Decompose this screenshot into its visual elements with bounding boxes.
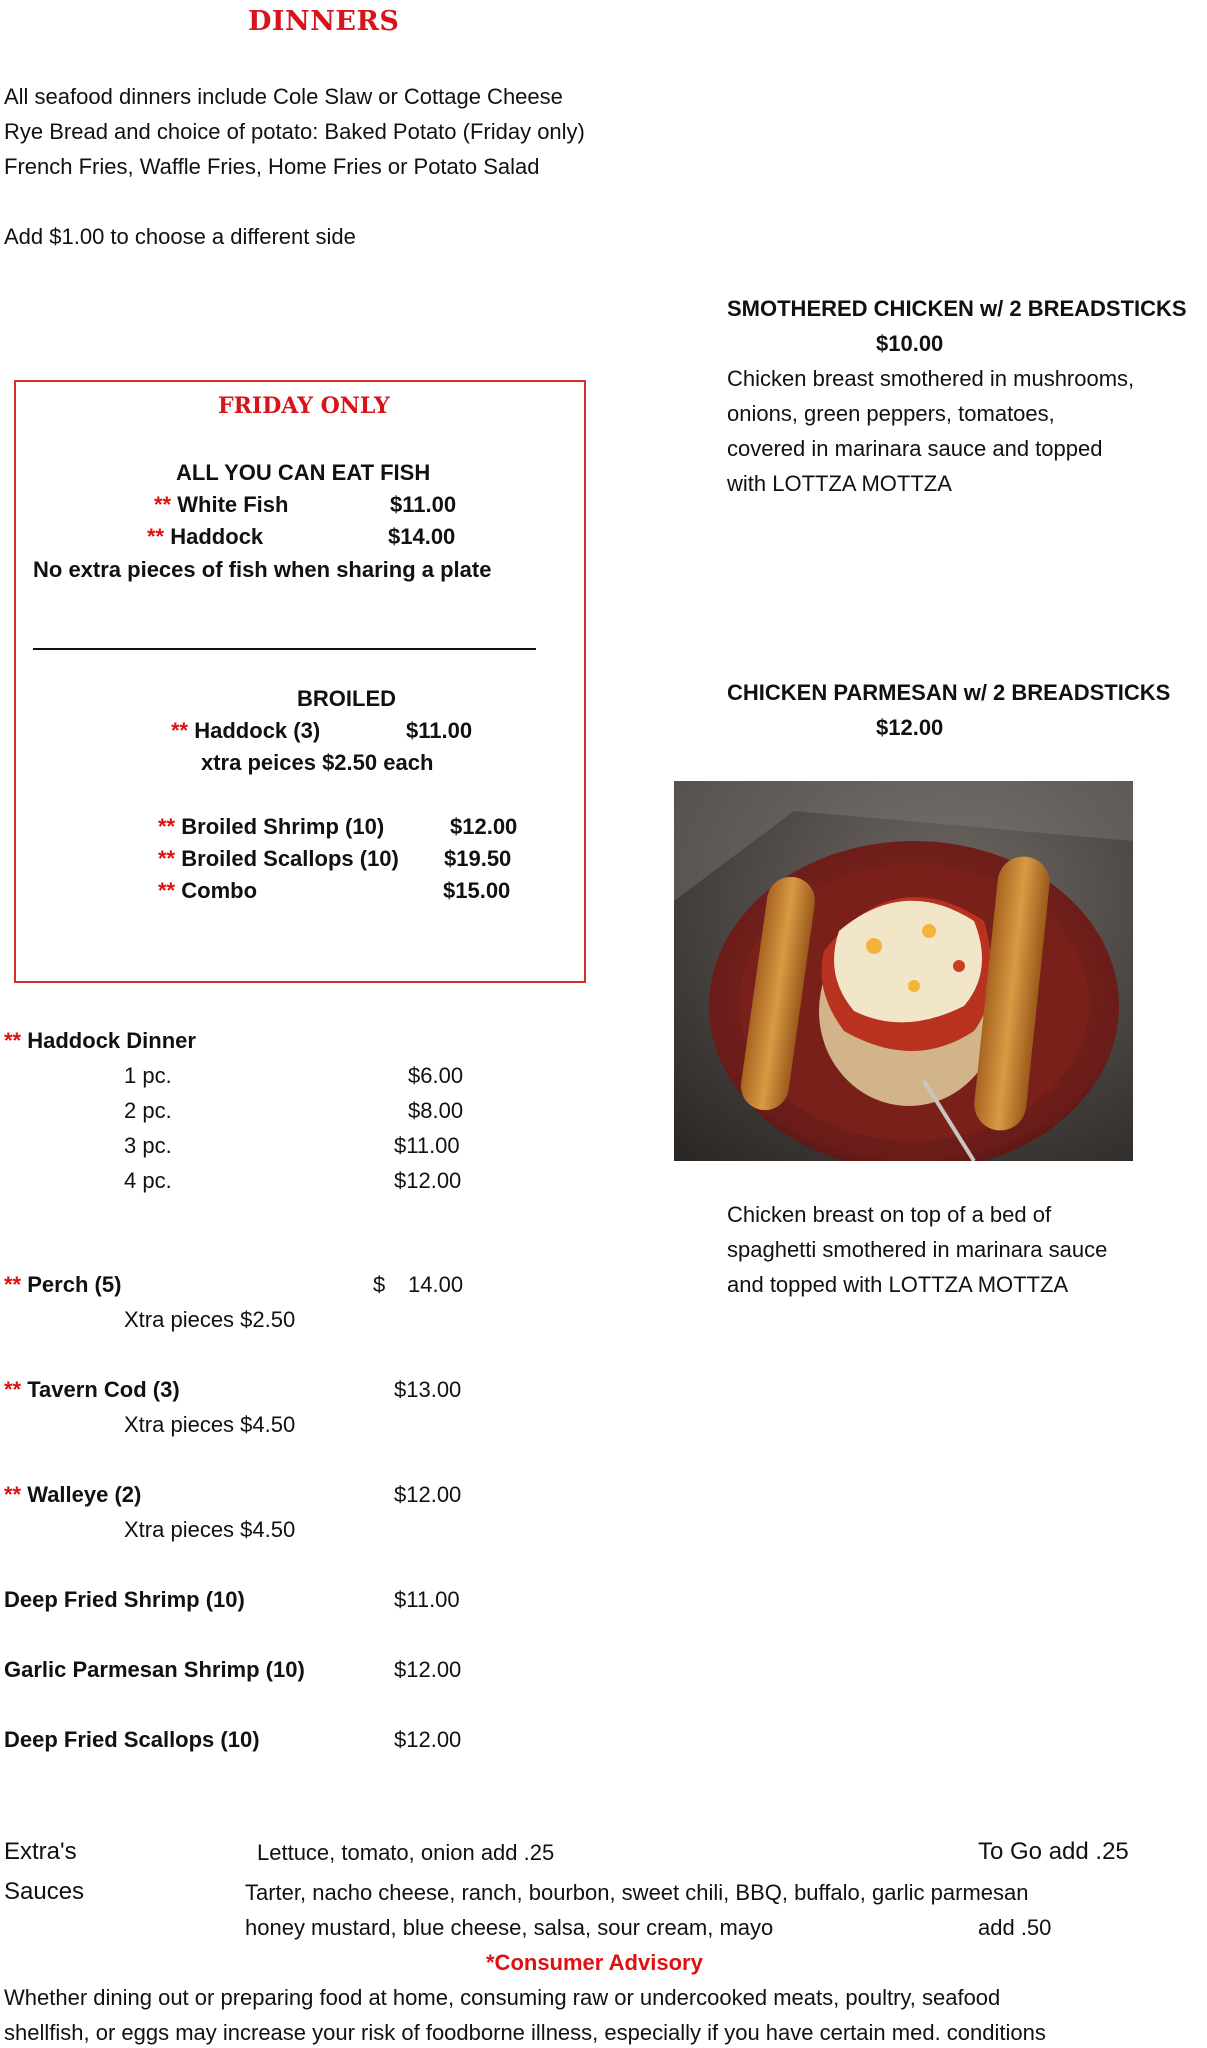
item-price: 14.00 [408, 1272, 464, 1297]
sauces-line-1: Tarter, nacho cheese, ranch, bourbon, sweet chili, BBQ, buffalo, garlic parmesan [245, 1880, 1029, 1905]
extras-label: Extra's [4, 1838, 77, 1865]
extra-pieces: Xtra pieces $4.50 [124, 1412, 296, 1437]
item-price: $15.00 [443, 878, 511, 903]
advisory-line-1: Whether dining out or preparing food at home, consuming raw or undercooked meats, poultry, seafood [4, 1985, 1001, 2010]
star-mark: ** [171, 718, 189, 743]
broiled-item [158, 814, 384, 840]
item-name: White Fish [177, 492, 289, 517]
ayce-item [154, 492, 288, 518]
smothered-desc: covered in marinara sauce and topped [727, 436, 1103, 461]
star-mark: ** [4, 1482, 22, 1507]
star-mark: ** [4, 1377, 22, 1402]
parmesan-desc: Chicken breast on top of a bed of [727, 1202, 1052, 1227]
item-price: $14.00 [388, 524, 456, 549]
star-mark: ** [4, 1028, 22, 1053]
smothered-desc: Chicken breast smothered in mushrooms, [727, 366, 1135, 391]
star-mark: ** [154, 492, 172, 517]
extras-value: Lettuce, tomato, onion add .25 [257, 1840, 555, 1865]
item-name: Broiled Scallops (10) [181, 846, 399, 871]
extra-pieces: Xtra pieces $4.50 [124, 1517, 296, 1542]
star-mark: ** [158, 814, 176, 839]
sauces-line-2: honey mustard, blue cheese, salsa, sour cream, mayo [245, 1915, 774, 1940]
intro-line-1: All seafood dinners include Cole Slaw or Cottage Cheese [4, 84, 563, 109]
broiled-item [158, 846, 399, 872]
star-mark: ** [4, 1272, 22, 1297]
broiled-haddock [171, 718, 320, 744]
smothered-price: $10.00 [876, 331, 944, 356]
chicken-parmesan-photo [674, 781, 1133, 1161]
chicken-parmesan-photo-art [674, 781, 1133, 1161]
item-price: $12.00 [394, 1727, 462, 1752]
item-name: Combo [181, 878, 258, 903]
haddock-dinner-title [4, 1028, 196, 1054]
perch-title [4, 1272, 121, 1298]
friday-only-heading: FRIDAY ONLY [218, 393, 390, 419]
star-mark: ** [158, 878, 176, 903]
option-qty: 2 pc. [124, 1098, 172, 1123]
togo-note: To Go add .25 [978, 1838, 1129, 1865]
item-name: Haddock Dinner [27, 1028, 196, 1053]
item-name: Tavern Cod (3) [27, 1377, 180, 1402]
item-price: $11.00 [394, 1587, 460, 1612]
parmesan-title: CHICKEN PARMESAN w/ 2 BREADSTICKS [727, 680, 1171, 705]
item-name: Perch (5) [27, 1272, 122, 1297]
smothered-title: SMOTHERED CHICKEN w/ 2 BREADSTICKS [727, 296, 1187, 321]
sharing-note: No extra pieces of fish when sharing a plate [33, 557, 492, 582]
item-price: $11.00 [390, 492, 457, 517]
sauces-price: add .50 [978, 1915, 1052, 1940]
sauces-label: Sauces [4, 1878, 85, 1905]
currency-symbol: $ [373, 1272, 386, 1297]
option-qty: 3 pc. [124, 1133, 172, 1158]
option-price: $8.00 [408, 1098, 464, 1123]
intro-line-4: Add $1.00 to choose a different side [4, 224, 356, 249]
option-price: $12.00 [394, 1168, 462, 1193]
smothered-desc: with LOTTZA MOTTZA [727, 471, 952, 496]
star-mark: ** [158, 846, 176, 871]
item-price: $19.50 [444, 846, 512, 871]
broiled-extra: xtra peices $2.50 each [201, 750, 434, 775]
divider [33, 648, 536, 650]
broiled-item [158, 878, 257, 904]
parmesan-desc: and topped with LOTTZA MOTTZA [727, 1272, 1069, 1297]
item-name: Walleye (2) [27, 1482, 142, 1507]
option-qty: 1 pc. [124, 1063, 172, 1088]
advisory-line-2: shellfish, or eggs may increase your risk of foodborne illness, especially if you have certain med. conditions [4, 2020, 1046, 2045]
tavern-cod-title [4, 1377, 180, 1403]
item-price: $13.00 [394, 1377, 462, 1402]
item-price: $11.00 [406, 718, 473, 743]
item-price: $12.00 [394, 1657, 462, 1682]
extra-pieces: Xtra pieces $2.50 [124, 1307, 296, 1332]
ayce-title: ALL YOU CAN EAT FISH [176, 460, 431, 485]
intro-line-3: French Fries, Waffle Fries, Home Fries or Potato Salad [4, 154, 540, 179]
walleye-title [4, 1482, 141, 1508]
item-name: Haddock (3) [194, 718, 321, 743]
broiled-title: BROILED [297, 686, 396, 711]
item-name: Broiled Shrimp (10) [181, 814, 385, 839]
advisory-title: *Consumer Advisory [486, 1950, 703, 1975]
item-price: $12.00 [394, 1482, 462, 1507]
page-title: DINNERS [248, 6, 400, 37]
item-name: Deep Fried Shrimp (10) [4, 1587, 245, 1612]
option-price: $11.00 [394, 1133, 460, 1158]
ayce-item [147, 524, 263, 550]
smothered-desc: onions, green peppers, tomatoes, [727, 401, 1055, 426]
option-price: $6.00 [408, 1063, 464, 1088]
item-name: Garlic Parmesan Shrimp (10) [4, 1657, 305, 1682]
item-price: $12.00 [450, 814, 518, 839]
item-name: Haddock [170, 524, 264, 549]
parmesan-price: $12.00 [876, 715, 944, 740]
item-name: Deep Fried Scallops (10) [4, 1727, 260, 1752]
star-mark: ** [147, 524, 165, 549]
parmesan-desc: spaghetti smothered in marinara sauce [727, 1237, 1108, 1262]
intro-line-2: Rye Bread and choice of potato: Baked Potato (Friday only) [4, 119, 585, 144]
option-qty: 4 pc. [124, 1168, 172, 1193]
